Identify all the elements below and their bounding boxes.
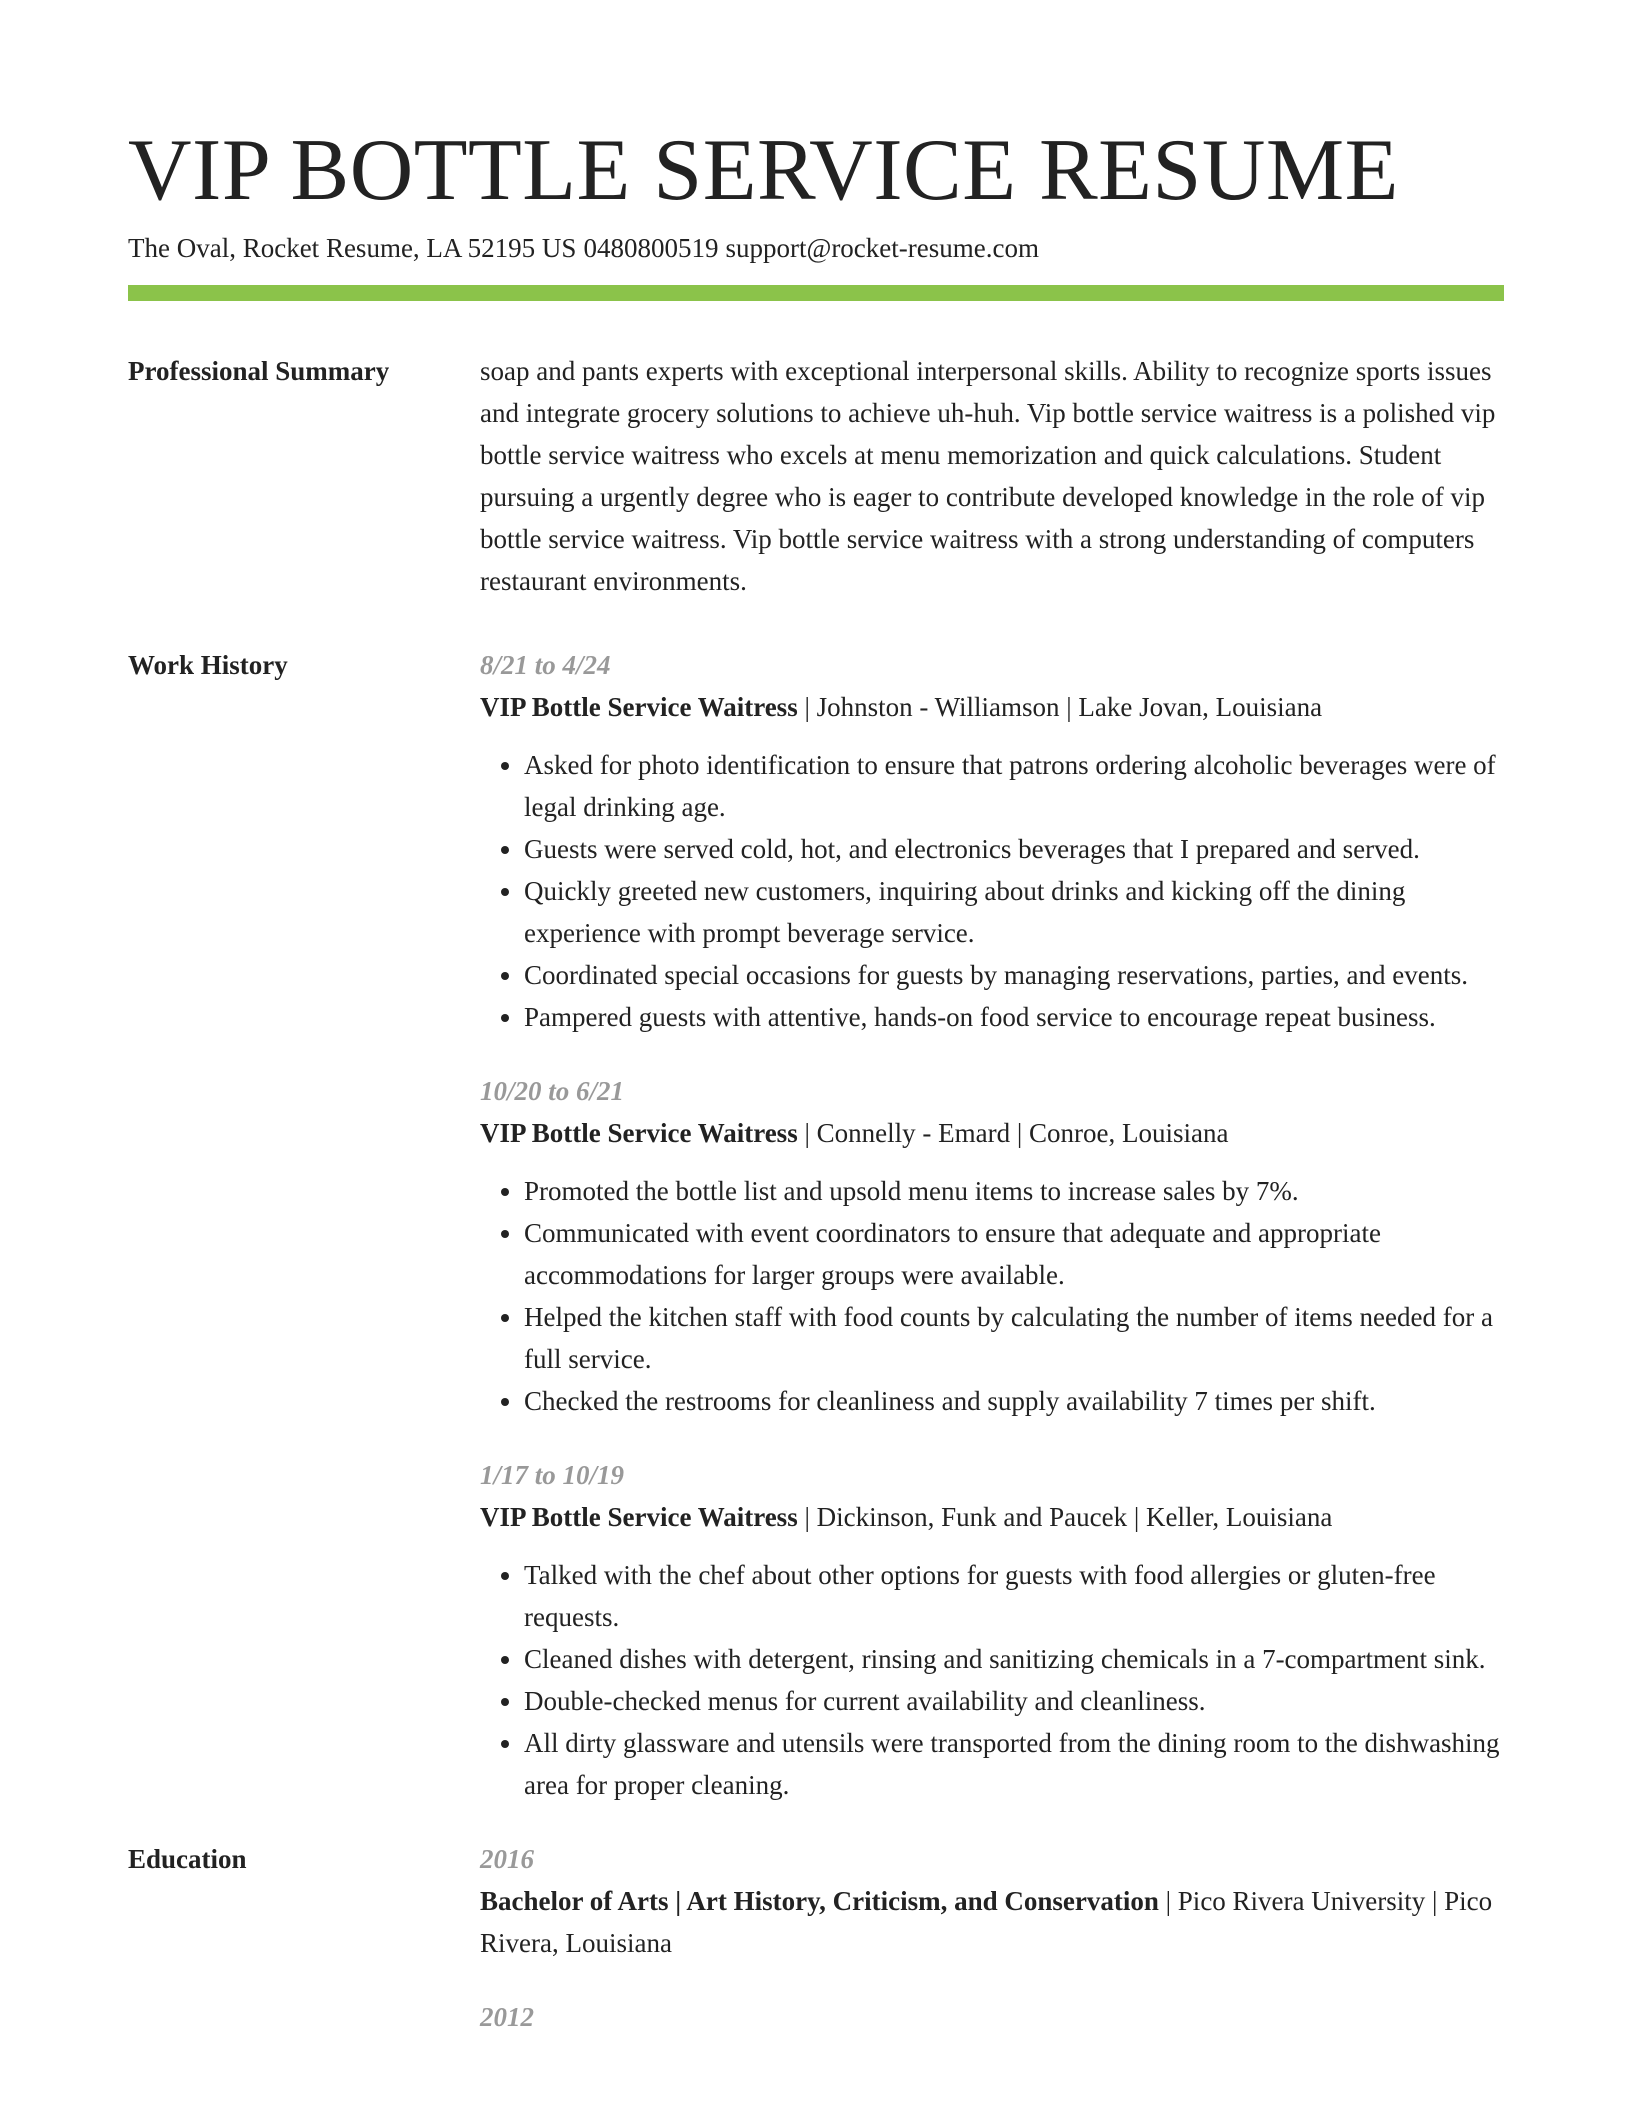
job-title: VIP Bottle Service Waitress	[480, 1502, 798, 1532]
job-bullet: • Promoted the bottle list and upsold menu items to increase sales by 7%.	[524, 1170, 1504, 1212]
job-bullet: • Pampered guests with attentive, hands-on food service to encourage repeat business.	[524, 996, 1504, 1038]
education-body	[480, 1838, 1504, 2070]
job-entry	[480, 1454, 1504, 1806]
job-title: VIP Bottle Service Waitress	[480, 692, 798, 722]
summary-text: soap and pants experts with exceptional interpersonal skills. Ability to recognize sports issues and integrate grocery solutions to achieve uh-huh. Vip bottle service waitress is a polished vip bottle service waitress who excels at menu memorization and quick calculations. Student pursuing a urgently degree who is eager to contribute developed knowledge in the role of vip bottle service waitress. Vip bottle service waitress with a strong understanding of computers restaurant environments.	[480, 356, 1496, 596]
education-section	[128, 1838, 1504, 2070]
contact-email: support@rocket-resume.com	[725, 233, 1039, 263]
job-bullet: • Communicated with event coordinators to ensure that adequate and appropriate accommodations for larger groups were available.	[524, 1212, 1504, 1296]
education-year: 2016	[480, 1844, 534, 1874]
header-divider	[128, 285, 1504, 301]
contact-address: The Oval, Rocket Resume, LA 52195 US	[128, 233, 577, 263]
job-details: | Dickinson, Funk and Paucek | Keller, Louisiana	[797, 1502, 1333, 1532]
job-bullet: • Talked with the chef about other options for guests with food allergies or gluten-free requests.	[524, 1554, 1504, 1638]
resume-content	[128, 350, 1504, 2070]
contact-phone: 0480800519	[583, 233, 719, 263]
job-dates: 8/21 to 4/24	[480, 650, 611, 680]
job-heading	[480, 686, 1504, 728]
job-details: | Connelly - Emard | Conroe, Louisiana	[797, 1118, 1229, 1148]
education-entry	[480, 1838, 1504, 1964]
work-history-body	[480, 644, 1504, 1838]
job-bullet: • Helped the kitchen staff with food counts by calculating the number of items needed for a full service.	[524, 1296, 1504, 1380]
job-entry	[480, 644, 1504, 1038]
education-label: Education	[128, 1844, 247, 1874]
job-bullet: • Asked for photo identification to ensure that patrons ordering alcoholic beverages were of legal drinking age.	[524, 744, 1504, 828]
job-bullet: • Quickly greeted new customers, inquiring about drinks and kicking off the dining experience with prompt beverage service.	[524, 870, 1504, 954]
job-bullet: • Guests were served cold, hot, and electronics beverages that I prepared and served.	[524, 828, 1504, 870]
summary-section	[128, 350, 1504, 644]
job-bullet: • Cleaned dishes with detergent, rinsing and sanitizing chemicals in a 7-compartment sink.	[524, 1638, 1504, 1680]
job-entry	[480, 1070, 1504, 1422]
job-bullet: • Checked the restrooms for cleanliness and supply availability 7 times per shift.	[524, 1380, 1504, 1422]
job-title: VIP Bottle Service Waitress	[480, 1118, 798, 1148]
job-bullets	[480, 744, 1504, 1038]
job-bullets	[480, 1170, 1504, 1422]
job-dates: 10/20 to 6/21	[480, 1076, 625, 1106]
job-bullet: • Double-checked menus for current availability and cleanliness.	[524, 1680, 1504, 1722]
education-degree: Bachelor of Arts | Art History, Criticism, and Conservation	[480, 1886, 1159, 1916]
job-dates: 1/17 to 10/19	[480, 1460, 625, 1490]
job-details: | Johnston - Williamson | Lake Jovan, Louisiana	[797, 692, 1323, 722]
education-entry	[480, 1996, 1504, 2038]
job-bullet: • All dirty glassware and utensils were transported from the dining room to the dishwashing area for proper cleaning.	[524, 1722, 1504, 1806]
job-bullets	[480, 1554, 1504, 1806]
education-details: | Pico Rivera University | Pico Rivera, Louisiana	[480, 1886, 1493, 1958]
work-history-label: Work History	[128, 650, 288, 680]
education-year: 2012	[480, 2002, 534, 2032]
job-heading	[480, 1112, 1504, 1154]
work-history-section	[128, 644, 1504, 1838]
job-heading	[480, 1496, 1504, 1538]
contact-line	[128, 230, 1046, 266]
job-bullet: • Coordinated special occasions for guests by managing reservations, parties, and events.	[524, 954, 1504, 996]
education-heading	[480, 1880, 1504, 1964]
summary-label: Professional Summary	[128, 356, 390, 386]
summary-body	[480, 350, 1504, 644]
resume-title: VIP BOTTLE SERVICE RESUME	[128, 122, 1399, 219]
